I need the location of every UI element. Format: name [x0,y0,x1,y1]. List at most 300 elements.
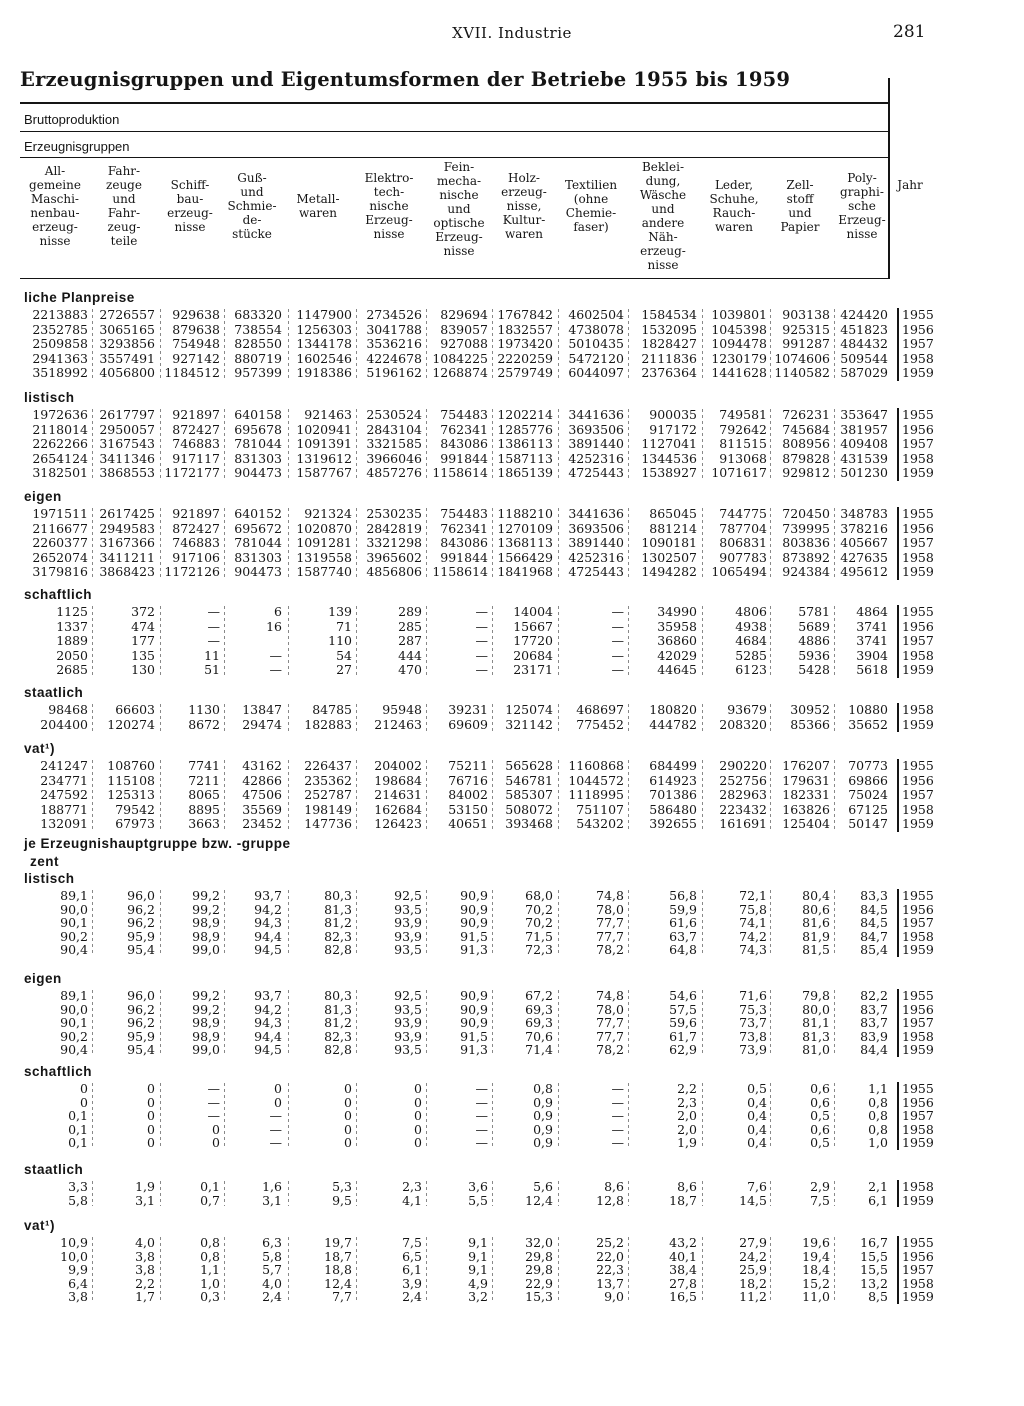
table-cell: 208320 [719,716,767,732]
table-cell: 15,5 [860,1262,888,1278]
table-cell: 957399 [234,365,282,381]
table-cell: 53150 [448,801,488,817]
table-cell: 96,2 [127,1015,155,1031]
column-divider [224,760,225,831]
table-cell: 381957 [840,421,888,437]
label-erzeugnisgruppen: Erzeugnisgruppen [24,139,130,154]
table-year: 1955 [902,407,934,422]
table-cell: 393468 [505,816,553,832]
table-row [0,1193,1024,1207]
table-cell: 3741 [856,633,888,649]
table-cell: 70,2 [525,901,553,917]
table-cell: 7,7 [332,1289,352,1305]
table-cell: 1184512 [164,365,220,381]
table-cell: 829694 [440,307,488,322]
table-cell: 74,2 [739,928,767,944]
table-cell: 182883 [304,716,352,732]
table-cell: 91,5 [460,928,488,944]
column-header-12: Zell- stoff und Papier [780,178,820,234]
table-cell: 751107 [576,801,624,817]
rule-erzeugnisgruppen [20,157,890,158]
table-year: 1958 [902,801,934,817]
table-cell: 3,1 [135,1192,155,1208]
table-cell: 927142 [172,350,220,366]
table-cell: 808956 [782,436,830,452]
table-cell: 1344178 [296,336,352,352]
table-cell: 90,9 [460,915,488,931]
column-divider [770,1083,771,1149]
table-cell: 11,2 [739,1289,767,1305]
table-cell: 1587740 [296,564,352,580]
block-title: staatlich [24,685,84,700]
table-cell: 4856806 [366,564,422,580]
table-cell: 130 [131,662,155,678]
table-cell: 781044 [234,535,282,551]
table-cell: 290220 [719,758,767,773]
table-cell: — [269,1108,282,1124]
column-divider [288,1181,289,1206]
table-cell: — [269,647,282,663]
table-cell: 1,6 [262,1179,282,1194]
table-cell: 2,2 [135,1275,155,1291]
table-cell: 7211 [188,772,220,788]
table-cell: 2734526 [366,307,422,322]
table-cell: 879638 [172,321,220,337]
table-cell: 775452 [576,716,624,732]
table-cell: 1441628 [711,365,767,381]
table-cell: 89,1 [60,988,88,1003]
table-cell: 43,2 [669,1235,697,1250]
table-cell: 754483 [440,407,488,422]
table-cell: 214631 [374,787,422,803]
table-cell: 95,9 [127,928,155,944]
column-header-7: Fein- mecha- nische und optische Erzeug- nisse [433,160,485,258]
table-cell: 94,4 [254,1028,282,1044]
column-header-5: Metall- waren [296,192,340,220]
column-divider [288,1237,289,1303]
table-cell: 5,6 [533,1179,553,1194]
column-divider [492,1083,493,1149]
table-cell: 30952 [790,702,830,717]
column-divider [426,606,427,677]
table-year: 1957 [902,1015,934,1031]
table-cell: 1020870 [296,520,352,536]
column-divider [702,760,703,831]
table-cell: 81,3 [324,901,352,917]
table-cell: 82,3 [324,1028,352,1044]
column-divider [288,1083,289,1149]
table-cell: 57,5 [669,1001,697,1017]
table-cell: 94,5 [254,1042,282,1058]
table-cell: 84,4 [860,1042,888,1058]
column-divider [224,508,225,579]
table-cell: 872427 [172,421,220,437]
table-cell: 614923 [649,772,697,788]
table-cell: 4,9 [468,1275,488,1291]
column-divider [702,704,703,731]
table-cell: 84002 [448,787,488,803]
table-cell: 0,1 [68,1108,88,1124]
table-cell: — [611,618,624,634]
table-cell: 0,6 [810,1094,830,1110]
table-cell: 78,2 [596,1042,624,1058]
table-cell: 72,1 [739,888,767,903]
table-cell: 23452 [242,816,282,832]
table-cell: 424420 [840,307,888,322]
table-cell: 0,4 [747,1094,767,1110]
table-row [0,915,1024,929]
table-cell: 15,3 [525,1289,553,1305]
column-divider [492,309,493,380]
table-cell: 40,1 [669,1248,697,1264]
table-cell: — [475,1108,488,1124]
table-cell: 5,7 [262,1262,282,1278]
table-year: 1958 [902,702,934,717]
table-cell: 9,9 [68,1262,88,1278]
column-divider [628,409,629,480]
table-row [0,787,1024,801]
table-cell: 3065165 [99,321,155,337]
column-divider [628,606,629,677]
table-cell: 927088 [440,336,488,352]
table-cell: 2617797 [99,407,155,422]
table-cell: 921897 [172,506,220,521]
table-cell: 94,4 [254,928,282,944]
page-number: 281 [893,22,926,42]
table-cell: 3,8 [135,1248,155,1264]
table-cell: 2116677 [32,520,88,536]
table-year: 1955 [902,604,934,619]
table-cell: 93679 [727,702,767,717]
table-year: 1957 [902,1108,934,1124]
table-cell: 3041788 [366,321,422,337]
year-bar [897,507,899,580]
column-divider [224,1237,225,1303]
table-cell: — [269,1135,282,1151]
table-cell: 43162 [242,758,282,773]
table-year: 1958 [902,549,934,565]
table-cell: 79,8 [802,988,830,1003]
column-divider [356,1237,357,1303]
table-cell: 5936 [798,647,830,663]
table-cell: 0,5 [810,1108,830,1124]
table-cell: 3321585 [366,436,422,452]
column-divider [770,309,771,380]
table-cell: 1091281 [296,535,352,551]
column-divider [492,606,493,677]
table-year: 1957 [902,336,934,352]
table-cell: 13,7 [596,1275,624,1291]
table-cell: 78,2 [596,942,624,958]
table-cell: 74,3 [739,942,767,958]
table-cell: — [475,1081,488,1096]
table-cell: 1865139 [497,465,553,481]
table-cell: 0 [414,1121,422,1137]
table-cell: 12,4 [324,1275,352,1291]
table-cell: 83,7 [860,1001,888,1017]
table-cell: 0,9 [533,1135,553,1151]
table-cell: 51 [204,662,220,678]
table-cell: — [207,1108,220,1124]
table-cell: 13847 [242,702,282,717]
column-divider [628,990,629,1056]
table-cell: 1094478 [711,336,767,352]
table-cell: 431539 [840,450,888,466]
table-cell: 2,4 [262,1289,282,1305]
column-divider [702,890,703,956]
table-cell: 0 [147,1108,155,1124]
table-cell: 353647 [840,407,888,422]
table-cell: 70,2 [525,915,553,931]
column-divider [558,309,559,380]
column-divider [702,1237,703,1303]
table-cell: 3904 [856,647,888,663]
table-cell: 22,3 [596,1262,624,1278]
table-cell: 96,2 [127,901,155,917]
table-cell: 18,4 [802,1262,830,1278]
table-cell: 93,5 [394,901,422,917]
table-cell: 2262266 [32,436,88,452]
table-cell: 392655 [649,816,697,832]
table-cell: 1973420 [497,336,553,352]
table-cell: 226437 [304,758,352,773]
table-row [0,436,1024,450]
table-cell: 81,1 [802,1015,830,1031]
table-cell: 1158614 [432,465,488,481]
table-cell: 84,5 [860,915,888,931]
block-title: eigen [24,489,62,504]
table-cell: 0 [80,1094,88,1110]
table-cell: 93,7 [254,888,282,903]
table-cell: 94,3 [254,1015,282,1031]
table-cell: 3891440 [568,436,624,452]
table-cell: 2530235 [366,506,422,521]
table-cell: — [611,647,624,663]
table-cell: 0 [344,1135,352,1151]
table-cell: 93,9 [394,1015,422,1031]
table-cell: 828550 [234,336,282,352]
table-cell: 83,7 [860,1015,888,1031]
year-bar [897,1180,899,1207]
table-cell: 1147900 [296,307,352,322]
table-cell: 746883 [172,436,220,452]
column-divider [92,309,93,380]
column-divider [834,1083,835,1149]
column-divider [492,1181,493,1206]
year-bar [897,759,899,832]
table-cell: 71,5 [525,928,553,944]
table-cell: 4725443 [568,564,624,580]
running-title: XVII. Industrie [452,24,572,42]
table-cell: 484432 [840,336,888,352]
table-cell: 2617425 [99,506,155,521]
column-header-3: Schiff- bau- erzeug- nisse [167,178,213,234]
table-cell: 3,3 [68,1179,88,1194]
table-cell: 99,0 [192,1042,220,1058]
table-row [0,1289,1024,1303]
table-row [0,942,1024,956]
table-cell: 204002 [374,758,422,773]
table-row [0,988,1024,1002]
table-cell: 695678 [234,421,282,437]
table-cell: 75024 [848,787,888,803]
table-cell: 3182501 [32,465,88,481]
table-cell: 8,5 [868,1289,888,1305]
column-divider [224,606,225,677]
column-header-10: Beklei- dung, Wäsche und andere Näh- erzeug- nisse [639,160,687,272]
table-year: 1955 [902,988,934,1003]
table-cell: 50147 [848,816,888,832]
table-row [0,619,1024,633]
table-cell: 1,1 [200,1262,220,1278]
table-cell: 4602504 [568,307,624,322]
table-cell: 5618 [856,662,888,678]
table-year: 1959 [902,662,934,678]
table-cell: 3,6 [468,1179,488,1194]
table-cell: 90,2 [60,928,88,944]
year-bar [897,703,899,732]
table-cell: 32,0 [525,1235,553,1250]
table-row [0,1108,1024,1122]
table-cell: 2,3 [677,1094,697,1110]
table-year: 1958 [902,1121,934,1137]
table-row [0,550,1024,564]
table-cell: 81,9 [802,928,830,944]
column-divider [834,1237,835,1303]
table-cell: 831303 [234,549,282,565]
table-cell: 16,5 [669,1289,697,1305]
table-cell: 234771 [40,772,88,788]
table-cell: 71 [336,618,352,634]
table-cell: 0,8 [868,1108,888,1124]
table-cell: — [611,604,624,619]
table-row [0,1179,1024,1193]
column-divider [834,990,835,1056]
block-title: staatlich [24,1162,84,1177]
column-divider [558,606,559,677]
table-cell: 6,5 [402,1248,422,1264]
column-divider [92,760,93,831]
table-cell: 3868423 [99,564,155,580]
table-cell: 378216 [840,520,888,536]
year-bar [897,1236,899,1304]
table-cell: 4,1 [402,1192,422,1208]
table-cell: 24,2 [739,1248,767,1264]
table-cell: 93,5 [394,1001,422,1017]
table-cell: 3,9 [402,1275,422,1291]
table-cell: 904473 [234,564,282,580]
table-cell: 39231 [448,702,488,717]
table-cell: 1,0 [200,1275,220,1291]
table-cell: 78,0 [596,1001,624,1017]
table-cell: 54 [336,647,352,663]
table-cell: 83,9 [860,1028,888,1044]
table-cell: 1828427 [641,336,697,352]
table-cell: 90,9 [460,1015,488,1031]
table-cell: 0,9 [533,1108,553,1124]
table-cell: 139 [328,604,352,619]
table-cell: 2,9 [810,1179,830,1194]
table-cell: 4,0 [135,1235,155,1250]
table-cell: 80,4 [802,888,830,903]
table-row [0,1015,1024,1029]
table-cell: 80,0 [802,1001,830,1017]
table-cell: 3891440 [568,535,624,551]
table-cell: 95948 [382,702,422,717]
table-cell: — [207,633,220,649]
table-cell: 18,7 [669,1192,697,1208]
table-cell: 68,0 [525,888,553,903]
table-year: 1955 [902,1235,934,1250]
table-cell: 125074 [505,702,553,717]
table-cell: 2376364 [641,365,697,381]
table-cell: 84785 [312,702,352,717]
table-row [0,816,1024,830]
table-cell: 451823 [840,321,888,337]
table-cell: 4738078 [568,321,624,337]
table-cell: 73,9 [739,1042,767,1058]
table-cell: 93,7 [254,988,282,1003]
table-cell: 1065494 [711,564,767,580]
table-cell: 78,0 [596,901,624,917]
table-row [0,307,1024,321]
table-cell: 179631 [782,772,830,788]
table-cell: 8065 [188,787,220,803]
table-cell: 7,5 [810,1192,830,1208]
table-cell: 754483 [440,506,488,521]
table-row [0,322,1024,336]
table-row [0,717,1024,731]
table-cell: 3536216 [366,336,422,352]
table-year: 1956 [902,421,934,437]
table-year: 1959 [902,465,934,481]
table-cell: 80,3 [324,888,352,903]
table-cell: 0,8 [868,1121,888,1137]
table-row [0,888,1024,902]
table-cell: 94,2 [254,1001,282,1017]
table-row [0,1029,1024,1043]
table-cell: 2118014 [32,421,88,437]
table-year: 1959 [902,365,934,381]
table-cell: 2509858 [32,336,88,352]
table-cell: 3557491 [99,350,155,366]
column-divider [770,704,771,731]
table-cell: 69609 [448,716,488,732]
table-row [0,351,1024,365]
column-header-8: Holz- erzeug- nisse, Kultur- waren [501,171,547,241]
table-cell: 1,7 [135,1289,155,1305]
table-cell: 0 [212,1135,220,1151]
table-cell: 0,1 [68,1135,88,1151]
table-cell: 0 [147,1081,155,1096]
table-title: Erzeugnisgruppen und Eigentumsformen der Betriebe 1955 bis 1959 [20,68,791,91]
table-cell: 495612 [840,564,888,580]
column-divider [628,309,629,380]
table-cell: 3411346 [99,450,155,466]
table-cell: 2,3 [402,1179,422,1194]
table-cell: 0,8 [533,1081,553,1096]
table-cell: 85,4 [860,942,888,958]
column-divider [160,409,161,480]
table-cell: 81,6 [802,915,830,931]
table-cell: 1039801 [711,307,767,322]
table-cell: 405667 [840,535,888,551]
table-year: 1959 [902,1135,934,1151]
table-cell: 1268874 [432,365,488,381]
table-cell: 93,5 [394,1042,422,1058]
table-cell: 2,2 [677,1081,697,1096]
table-cell: 1344536 [641,450,697,466]
